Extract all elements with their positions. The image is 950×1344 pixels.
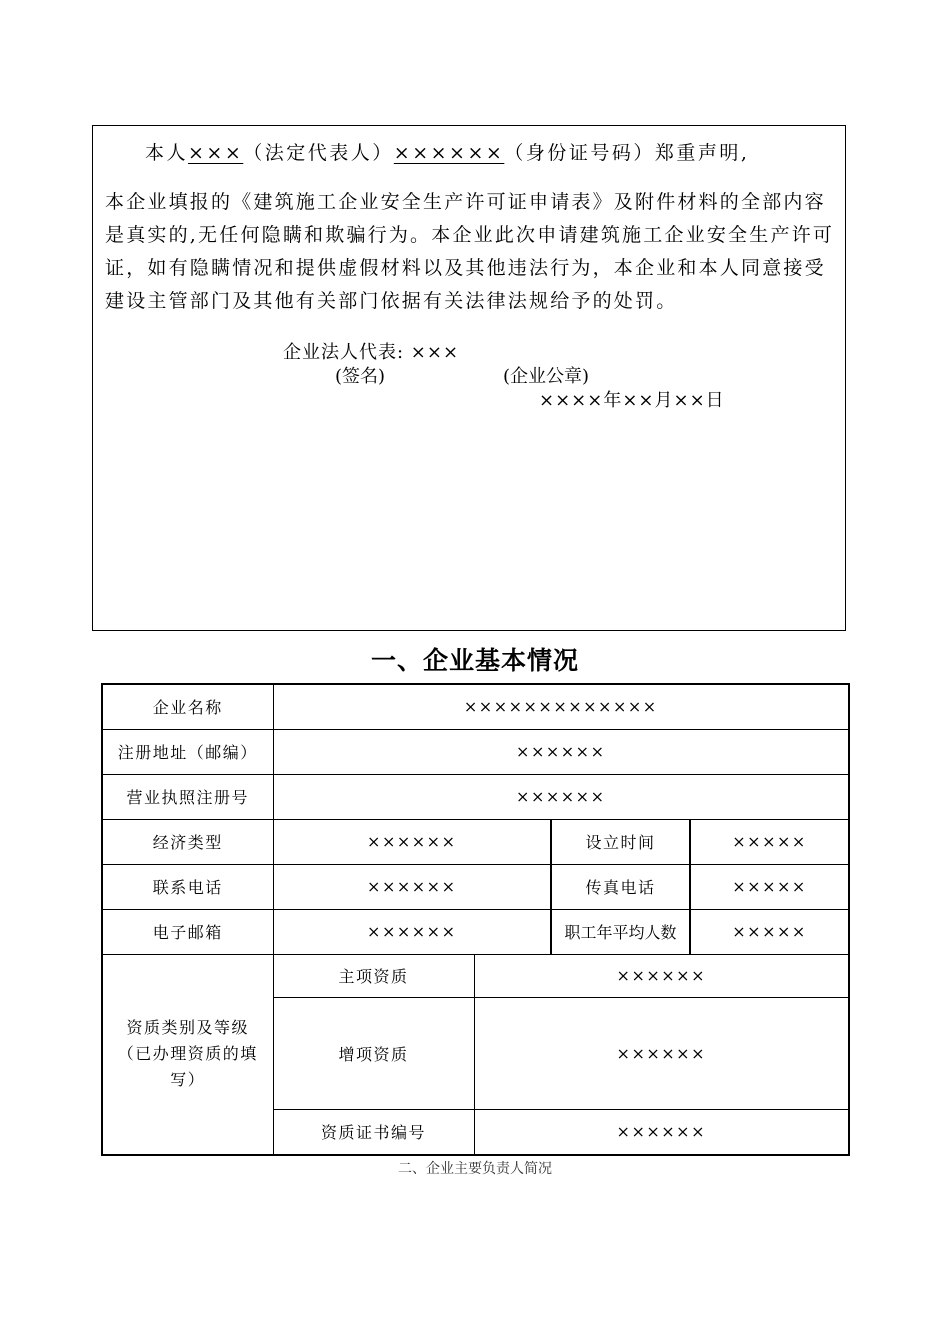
- extra-qualification-value: ××××××: [474, 997, 849, 1109]
- table-row: [102, 774, 849, 819]
- qualification-group-label: 资质类别及等级（已办理资质的填写）: [102, 954, 273, 1155]
- rep-name-blank: ×××: [188, 142, 244, 164]
- intro-prefix: 本人: [145, 142, 189, 164]
- section-title: 一、企业基本情况: [370, 646, 579, 675]
- declaration-paragraph: 本企业填报的《建筑施工企业安全生产许可证申请表》及附件材料的全部内容是真实的,无任何隐瞒和欺骗行为。本企业此次申请建筑施工企业安全生产许可证，如有隐瞒情况和提供虚假材料以及其他违法行为，本企业和本人同意接受建设主管部门及其他有关部门依据有关法律法规给予的处罚。: [105, 191, 835, 312]
- address-value: ××××××: [273, 729, 849, 774]
- certificate-number-label: 资质证书编号: [273, 1109, 474, 1155]
- econ-type-label: 经济类型: [102, 819, 273, 864]
- certificate-number-value: ××××××: [474, 1109, 849, 1155]
- id-label: （身份证号码）郑重声明,: [504, 142, 750, 164]
- section-2-title: 二、企业主要负责人简况: [398, 1161, 552, 1177]
- company-name-label: 企业名称: [102, 684, 273, 729]
- table-row: [102, 684, 849, 729]
- table-row: [102, 954, 849, 997]
- staff-count-value: ×××××: [690, 909, 849, 954]
- econ-type-value: ××××××: [273, 819, 551, 864]
- signature-label: (签名): [335, 366, 386, 387]
- license-value: ××××××: [273, 774, 849, 819]
- declaration-box: [92, 125, 846, 631]
- extra-qualification-label: 增项资质: [273, 997, 474, 1109]
- main-qualification-label: 主项资质: [273, 954, 474, 997]
- fax-value: ×××××: [690, 864, 849, 909]
- seal-label: (企业公章): [503, 366, 590, 387]
- phone-label: 联系电话: [102, 864, 273, 909]
- table-row: [102, 729, 849, 774]
- established-label: 设立时间: [551, 819, 690, 864]
- id-number-blank: ××××××: [393, 142, 505, 164]
- declaration-first-line: [145, 138, 749, 165]
- staff-count-label: 职工年平均人数: [551, 909, 690, 954]
- company-info-table: [101, 683, 850, 1156]
- company-name-value: ×××××××××××××: [273, 684, 849, 729]
- table-row: [102, 864, 849, 909]
- established-value: ×××××: [690, 819, 849, 864]
- legal-rep-line: 企业法人代表: ×××: [283, 342, 460, 363]
- table-row: [102, 909, 849, 954]
- address-label: 注册地址（邮编）: [102, 729, 273, 774]
- fax-label: 传真电话: [551, 864, 690, 909]
- main-qualification-value: ××××××: [474, 954, 849, 997]
- email-label: 电子邮箱: [102, 909, 273, 954]
- date-line: ××××年××月××日: [539, 390, 725, 411]
- table-row: [102, 819, 849, 864]
- license-label: 营业执照注册号: [102, 774, 273, 819]
- rep-label: （法定代表人）: [243, 142, 394, 164]
- phone-value: ××××××: [273, 864, 551, 909]
- email-value: ××××××: [273, 909, 551, 954]
